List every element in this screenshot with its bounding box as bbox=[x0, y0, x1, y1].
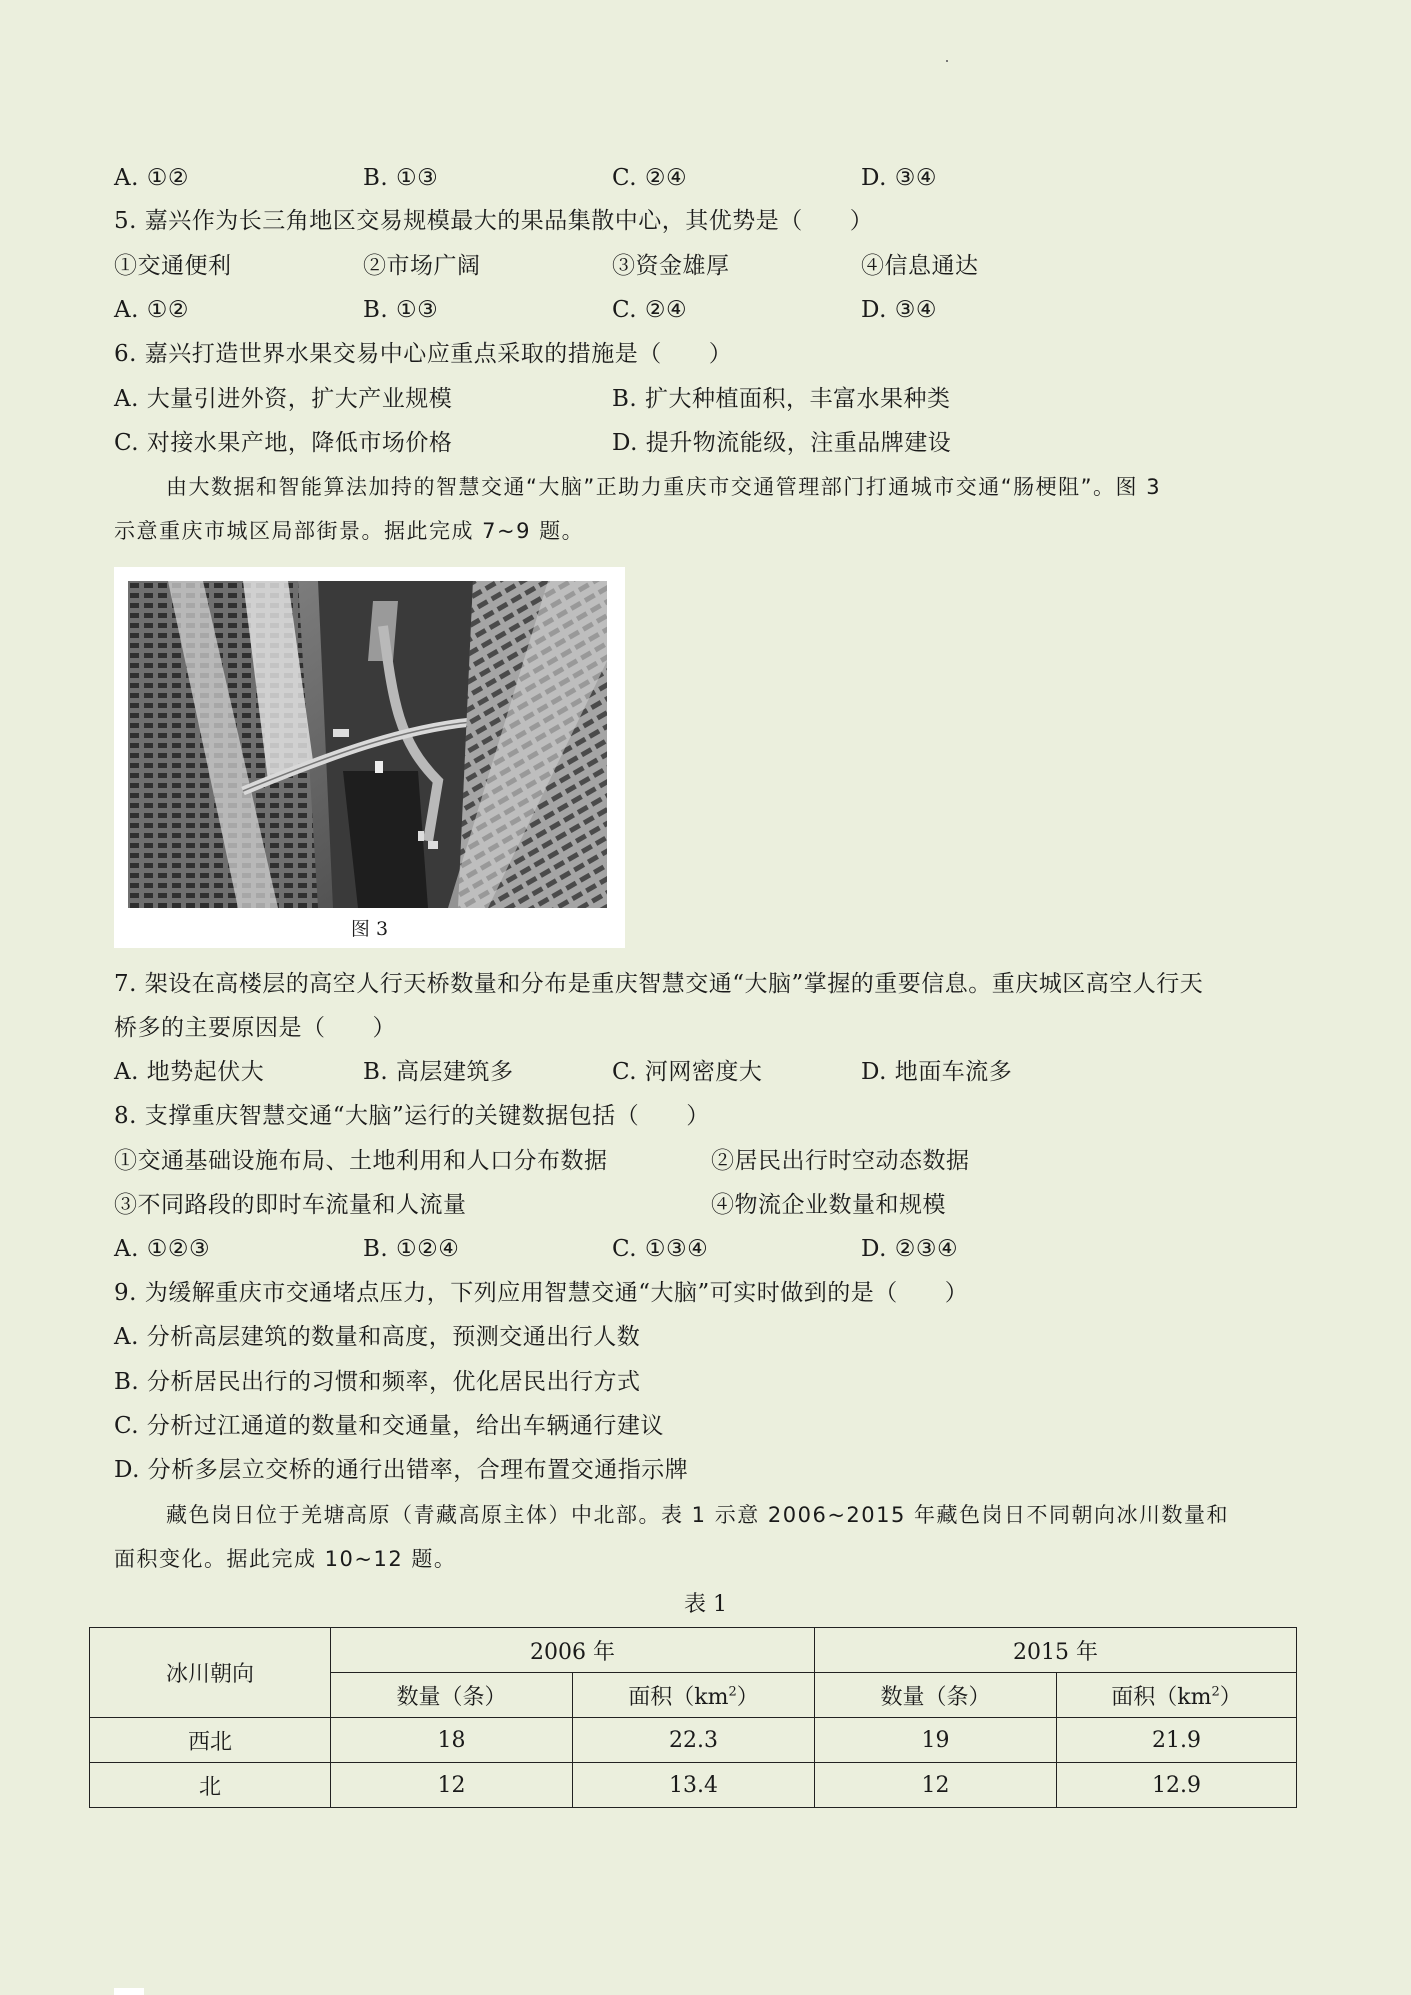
q8-option-b: B. ①②④ bbox=[363, 1236, 460, 1262]
scan-speck bbox=[946, 60, 948, 62]
q8-item-1: ①交通基础设施布局、土地利用和人口分布数据 bbox=[114, 1148, 608, 1174]
scan-artifact bbox=[114, 1988, 144, 1995]
q7-option-c: C. 河网密度大 bbox=[612, 1059, 763, 1085]
q8-option-a: A. ①②③ bbox=[114, 1236, 211, 1262]
header-year-2015: 2015 年 bbox=[815, 1628, 1297, 1673]
table-row bbox=[90, 1718, 1297, 1763]
cell-area-2006: 22.3 bbox=[573, 1718, 815, 1763]
q7-option-d: D. 地面车流多 bbox=[861, 1059, 1013, 1085]
q6-option-a: A. 大量引进外资，扩大产业规模 bbox=[114, 386, 453, 412]
header-area-2015: 面积$(km^2)$ bbox=[1057, 1673, 1297, 1718]
passage-7-9-line2: 示意重庆市城区局部街景。据此完成 7~9 题。 bbox=[114, 519, 585, 543]
passage-10-12-line1: 藏色岗日位于羌塘高原（青藏高原主体）中北部。表 1 示意 2006~2015 年藏色岗日不同朝向冰川数量和 bbox=[166, 1503, 1230, 1527]
header-direction: 冰川朝向 bbox=[90, 1628, 331, 1718]
street-scene-photo bbox=[128, 581, 607, 908]
q4-option-b: B. ①③ bbox=[363, 165, 439, 191]
q7-stem-line1: 7. 架设在高楼层的高空人行天桥数量和分布是重庆智慧交通“大脑”掌握的重要信息。重庆城区高空人行天 bbox=[114, 971, 1204, 997]
q5-item-3: ③资金雄厚 bbox=[612, 253, 730, 279]
q6-option-c: C. 对接水果产地，降低市场价格 bbox=[114, 430, 453, 456]
q5-item-2: ②市场广阔 bbox=[363, 253, 481, 279]
q5-option-b: B. ①③ bbox=[363, 297, 439, 323]
q5-item-1: ①交通便利 bbox=[114, 253, 232, 279]
q9-option-a: A. 分析高层建筑的数量和高度，预测交通出行人数 bbox=[114, 1324, 641, 1350]
header-area-2006: 面积$(km^2)$ bbox=[573, 1673, 815, 1718]
table-1 bbox=[89, 1627, 1297, 1808]
cell-count-2015: 19 bbox=[815, 1718, 1057, 1763]
q8-stem: 8. 支撑重庆智慧交通“大脑”运行的关键数据包括（ ） bbox=[114, 1103, 710, 1129]
cell-count-2006: 18 bbox=[331, 1718, 573, 1763]
q5-stem: 5. 嘉兴作为长三角地区交易规模最大的果品集散中心，其优势是（ ） bbox=[114, 208, 874, 234]
cell-area-2015: 21.9 bbox=[1057, 1718, 1297, 1763]
q4-option-a: A. ①② bbox=[114, 165, 189, 191]
q5-item-4: ④信息通达 bbox=[861, 253, 979, 279]
table-row bbox=[90, 1763, 1297, 1808]
passage-7-9-line1: 由大数据和智能算法加持的智慧交通“大脑”正助力重庆市交通管理部门打通城市交通“肠梗阻”。图 3 bbox=[166, 475, 1162, 499]
q6-stem: 6. 嘉兴打造世界水果交易中心应重点采取的措施是（ ） bbox=[114, 341, 733, 367]
q6-option-b: B. 扩大种植面积，丰富水果种类 bbox=[612, 386, 951, 412]
q5-option-a: A. ①② bbox=[114, 297, 189, 323]
cell-direction: 北 bbox=[90, 1763, 331, 1808]
cell-count-2015: 12 bbox=[815, 1763, 1057, 1808]
cell-area-2006: 13.4 bbox=[573, 1763, 815, 1808]
q8-item-4: ④物流企业数量和规模 bbox=[711, 1192, 946, 1218]
q9-stem: 9. 为缓解重庆市交通堵点压力，下列应用智慧交通“大脑”可实时做到的是（ ） bbox=[114, 1280, 969, 1306]
cell-direction: 西北 bbox=[90, 1718, 331, 1763]
q7-option-b: B. 高层建筑多 bbox=[363, 1059, 514, 1085]
q9-option-c: C. 分析过江通道的数量和交通量，给出车辆通行建议 bbox=[114, 1413, 664, 1439]
table-1-caption: 表 1 bbox=[684, 1592, 727, 1617]
q6-option-d: D. 提升物流能级，注重品牌建设 bbox=[612, 430, 952, 456]
q5-option-c: C. ②④ bbox=[612, 297, 688, 323]
table-header-row-1 bbox=[90, 1628, 1297, 1673]
cell-area-2015: 12.9 bbox=[1057, 1763, 1297, 1808]
q4-option-c: C. ②④ bbox=[612, 165, 688, 191]
q8-item-3: ③不同路段的即时车流量和人流量 bbox=[114, 1192, 467, 1218]
header-count-2015: 数量（条） bbox=[815, 1673, 1057, 1718]
header-year-2006: 2006 年 bbox=[331, 1628, 815, 1673]
figure-3-caption: 图 3 bbox=[350, 918, 389, 940]
q8-option-c: C. ①③④ bbox=[612, 1236, 709, 1262]
q9-option-d: D. 分析多层立交桥的通行出错率，合理布置交通指示牌 bbox=[114, 1457, 689, 1483]
q8-item-2: ②居民出行时空动态数据 bbox=[711, 1148, 970, 1174]
header-count-2006: 数量（条） bbox=[331, 1673, 573, 1718]
q4-option-d: D. ③④ bbox=[861, 165, 937, 191]
cell-count-2006: 12 bbox=[331, 1763, 573, 1808]
figure-3 bbox=[114, 567, 625, 948]
passage-10-12-line2: 面积变化。据此完成 10~12 题。 bbox=[114, 1547, 457, 1571]
q7-option-a: A. 地势起伏大 bbox=[114, 1059, 265, 1085]
q7-stem-line2: 桥多的主要原因是（ ） bbox=[114, 1015, 396, 1041]
q9-option-b: B. 分析居民出行的习惯和频率，优化居民出行方式 bbox=[114, 1369, 641, 1395]
q5-option-d: D. ③④ bbox=[861, 297, 937, 323]
q8-option-d: D. ②③④ bbox=[861, 1236, 959, 1262]
